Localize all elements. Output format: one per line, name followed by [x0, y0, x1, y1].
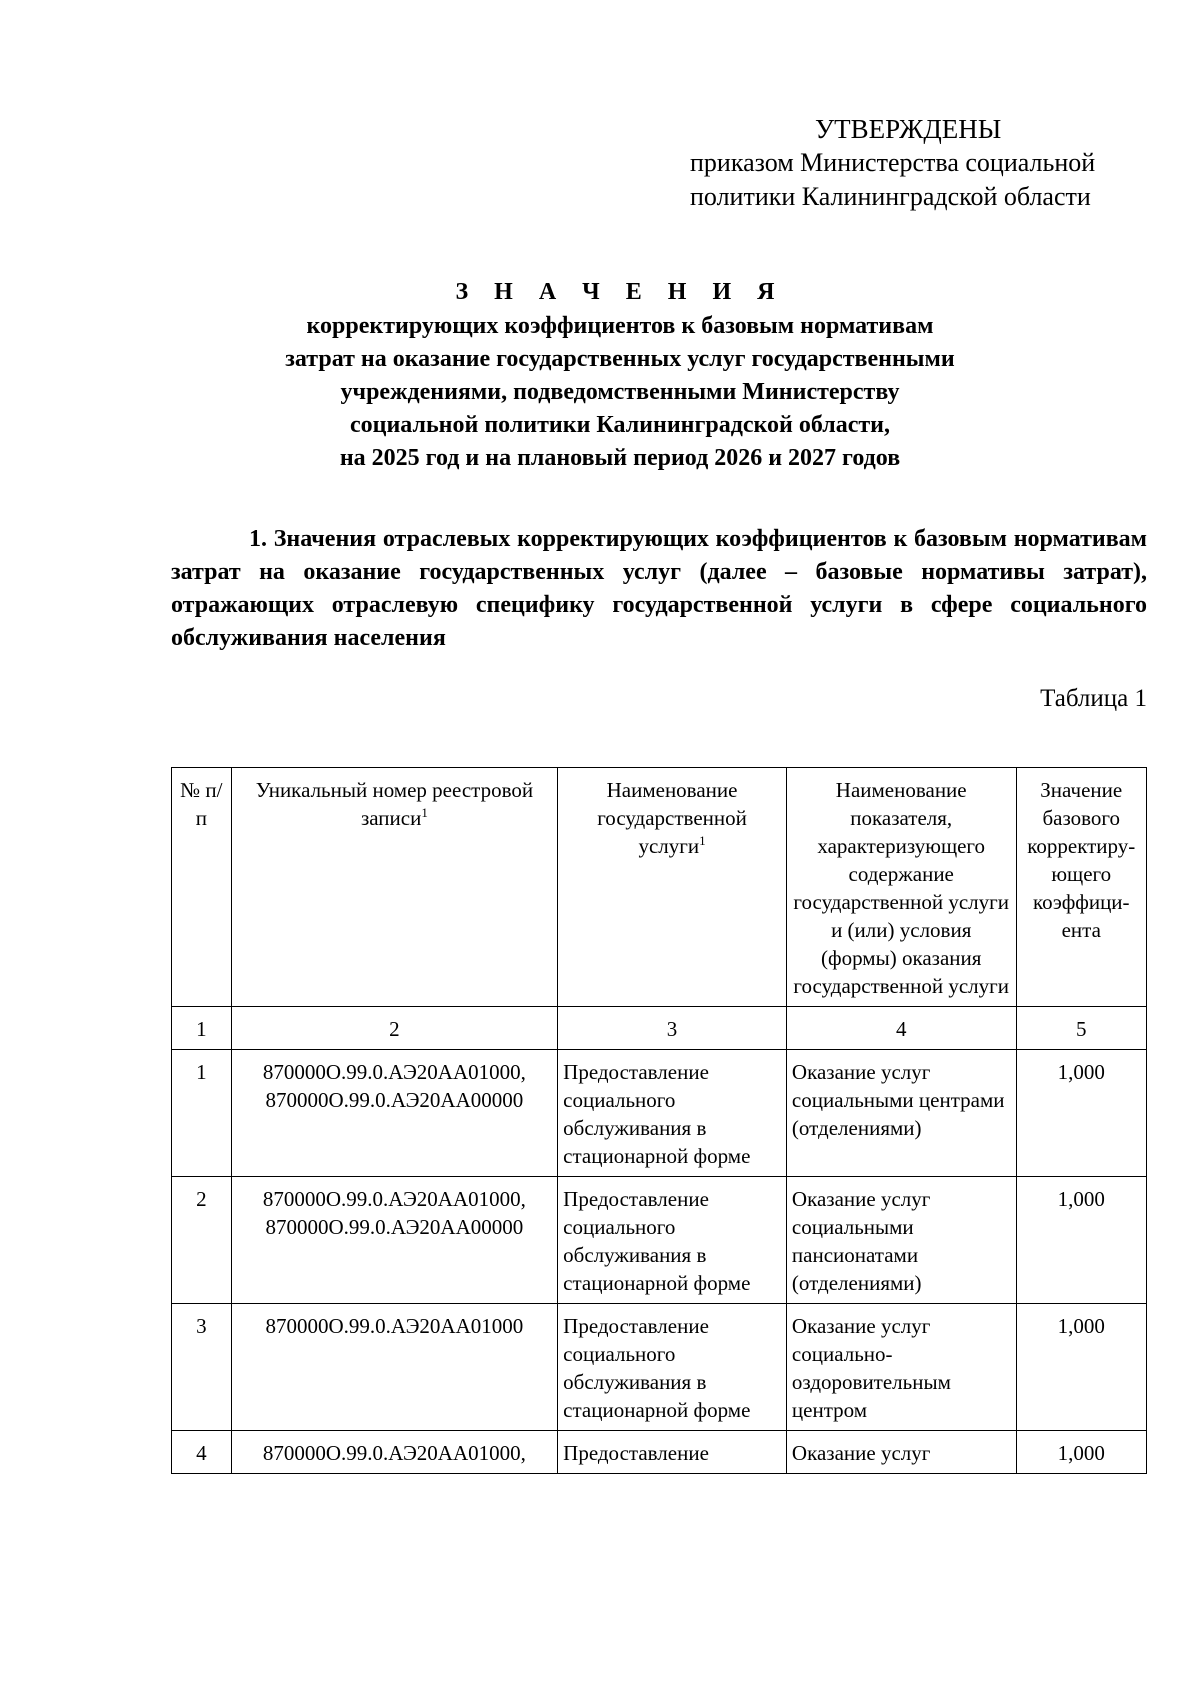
title-word: З Н А Ч Е Н И Я	[455, 279, 785, 305]
service-name: Предоставление	[558, 1431, 787, 1474]
service-name: Предоставление социального обслуживания в стационарной форме	[558, 1050, 787, 1177]
title-line-3: учреждениями, подведомственными Министерству	[340, 379, 900, 405]
registry-codes: 870000О.99.0.АЭ20АА01000,	[231, 1431, 558, 1474]
column-number: 2	[231, 1007, 558, 1050]
approval-line-1: приказом Министерства социальной	[690, 148, 1096, 177]
header-indicator: Наименование показателя, характеризующего содержание государственной услуги и (или) условия (формы) оказания государственной услуги	[786, 768, 1016, 1007]
row-number: 3	[172, 1304, 232, 1431]
coefficient-value: 1,000	[1016, 1177, 1147, 1304]
header-registry-number: Уникальный номер реестровой записи$^1$	[231, 768, 558, 1007]
header-number: № п/п	[172, 768, 232, 1007]
column-number: 3	[558, 1007, 787, 1050]
table-row	[172, 1431, 1147, 1474]
title-line-5: на 2025 год и на плановый период 2026 и 2027 годов	[339, 445, 901, 471]
approval-stamp	[690, 112, 1170, 214]
indicator-name: Оказание услуг социальными пансионатами (отделениями)	[786, 1177, 1016, 1304]
service-name: Предоставление социального обслуживания в стационарной форме	[558, 1177, 787, 1304]
footnote-ref: 1	[421, 805, 428, 820]
table-row	[172, 1050, 1147, 1177]
indicator-name: Оказание услуг социальными центрами (отделениями)	[786, 1050, 1016, 1177]
header-service-name: Наименование государственной услуги$^1$	[558, 768, 787, 1007]
table-caption: Таблица 1	[1040, 685, 1147, 712]
row-number: 2	[172, 1177, 232, 1304]
column-number: 1	[172, 1007, 232, 1050]
title-line-1: корректирующих коэффициентов к базовым нормативам	[306, 313, 934, 339]
column-number: 5	[1016, 1007, 1147, 1050]
coefficient-value: 1,000	[1016, 1050, 1147, 1177]
column-number: 4	[786, 1007, 1016, 1050]
registry-codes: 870000О.99.0.АЭ20АА01000, 870000О.99.0.АЭ20АА00000	[231, 1177, 558, 1304]
column-number-row	[172, 1007, 1147, 1050]
registry-codes: 870000О.99.0.АЭ20АА01000	[231, 1304, 558, 1431]
document-title	[170, 276, 1070, 475]
row-number: 4	[172, 1431, 232, 1474]
table-header-row	[172, 768, 1147, 1007]
table-row	[172, 1304, 1147, 1431]
footnote-ref: 1	[699, 833, 706, 848]
table-row	[172, 1177, 1147, 1304]
coefficient-value: 1,000	[1016, 1304, 1147, 1431]
approval-line-2: политики Калининградской области	[690, 182, 1091, 211]
approval-heading: УТВЕРЖДЕНЫ	[815, 114, 1002, 144]
indicator-name: Оказание услуг	[786, 1431, 1016, 1474]
indicator-name: Оказание услуг социально-оздоровительным центром	[786, 1304, 1016, 1431]
registry-codes: 870000О.99.0.АЭ20АА01000, 870000О.99.0.АЭ20АА00000	[231, 1050, 558, 1177]
row-number: 1	[172, 1050, 232, 1177]
header-coefficient: Значение базового корректиру-ющего коэффици-ента	[1016, 768, 1147, 1007]
coefficients-table	[171, 767, 1147, 1474]
section-heading: 1. Значения отраслевых корректирующих коэффициентов к базовым нормативам затрат на оказание государственных услуг (далее – базовые нормативы затрат), отражающих отраслевую специфику государственной услуги в сфере социального обслуживания населения	[171, 526, 1147, 651]
title-line-2: затрат на оказание государственных услуг государственными	[285, 346, 955, 372]
coefficient-value: 1,000	[1016, 1431, 1147, 1474]
service-name: Предоставление социального обслуживания в стационарной форме	[558, 1304, 787, 1431]
title-line-4: социальной политики Калининградской области,	[350, 412, 890, 438]
